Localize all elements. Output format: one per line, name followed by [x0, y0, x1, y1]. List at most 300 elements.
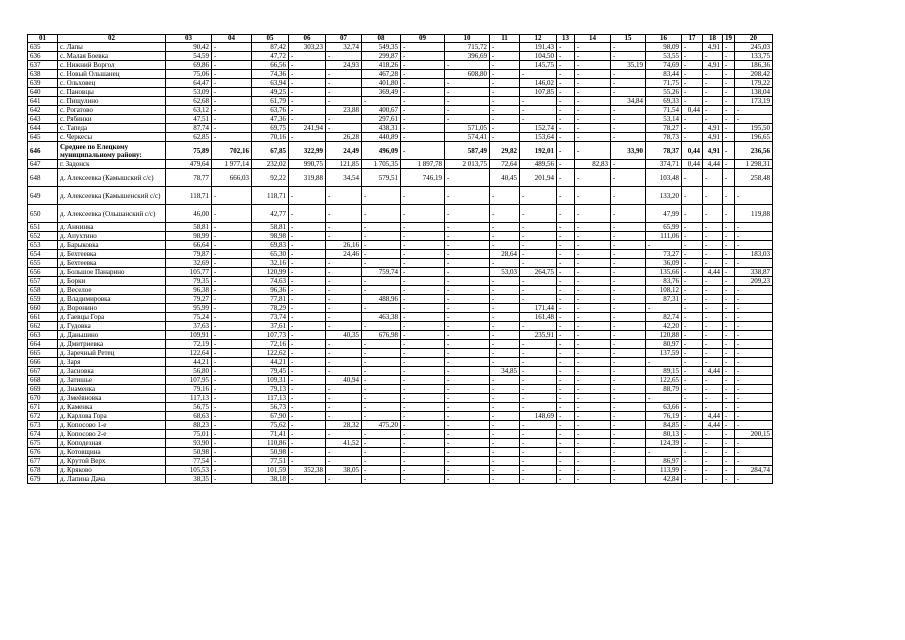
settlement-name-cell: д. Заря [58, 358, 166, 367]
value-cell: - [401, 61, 445, 70]
value-cell: 74,69 [646, 61, 682, 70]
settlement-name-cell: с. Нижний Воргол [58, 61, 166, 70]
value-cell: - [723, 268, 735, 277]
value-cell: - [326, 304, 362, 313]
value-cell: 488,96 [362, 295, 401, 304]
settlement-name-cell: д. Карлова Гора [58, 412, 166, 421]
value-cell: - [289, 394, 326, 403]
value-cell: 42,20 [646, 322, 682, 331]
value-cell: - [723, 313, 735, 322]
value-cell: 571,05 [445, 124, 490, 133]
value-cell: - [445, 322, 490, 331]
value-cell: 1 298,31 [735, 160, 773, 169]
value-cell: - [682, 304, 703, 313]
row-number-cell: 639 [28, 79, 58, 88]
value-cell: - [401, 304, 445, 313]
table-row [28, 340, 773, 349]
value-cell: - [557, 250, 575, 259]
value-cell: 122,64 [166, 349, 212, 358]
value-cell: - [575, 97, 611, 106]
column-header: 17 [682, 35, 703, 43]
value-cell: - [520, 430, 557, 439]
value-cell: 418,26 [362, 61, 401, 70]
value-cell: - [703, 259, 723, 268]
value-cell: - [401, 115, 445, 124]
value-cell: 208,42 [735, 70, 773, 79]
value-cell: 124,39 [646, 439, 682, 448]
value-cell: - [289, 376, 326, 385]
value-cell: - [575, 70, 611, 79]
value-cell: 173,19 [735, 97, 773, 106]
value-cell: - [723, 367, 735, 376]
value-cell: 37,61 [252, 322, 289, 331]
value-cell: - [575, 223, 611, 232]
settlement-name-cell: д. Затишье [58, 376, 166, 385]
settlement-name-cell: д. Борки [58, 277, 166, 286]
value-cell: - [611, 466, 646, 475]
value-cell: - [362, 448, 401, 457]
value-cell: - [445, 61, 490, 70]
value-cell: 69,33 [646, 97, 682, 106]
value-cell: - [735, 223, 773, 232]
settlement-name-cell: д. Барыковка [58, 241, 166, 250]
value-cell: - [490, 52, 520, 61]
value-cell: - [557, 475, 575, 484]
value-cell: - [703, 322, 723, 331]
value-cell: - [723, 205, 735, 223]
value-cell: - [611, 268, 646, 277]
value-cell: - [703, 250, 723, 259]
row-number-cell: 656 [28, 268, 58, 277]
column-header: 18 [703, 35, 723, 43]
value-cell: - [611, 205, 646, 223]
value-cell: 38,35 [166, 475, 212, 484]
value-cell: - [723, 304, 735, 313]
table-row [28, 349, 773, 358]
value-cell: - [557, 394, 575, 403]
value-cell: - [362, 277, 401, 286]
value-cell: - [735, 322, 773, 331]
value-cell: - [520, 223, 557, 232]
row-number-cell: 637 [28, 61, 58, 70]
table-row [28, 367, 773, 376]
row-number-cell: 666 [28, 358, 58, 367]
table-row [28, 223, 773, 232]
value-cell: - [362, 430, 401, 439]
value-cell: - [575, 124, 611, 133]
value-cell: - [557, 124, 575, 133]
value-cell: - [401, 448, 445, 457]
value-cell: 69,83 [252, 241, 289, 250]
value-cell: - [723, 412, 735, 421]
settlement-name-cell: д. Веселое [58, 286, 166, 295]
value-cell: - [289, 223, 326, 232]
value-cell: 463,38 [362, 313, 401, 322]
value-cell: - [401, 52, 445, 61]
value-cell: 88,79 [646, 385, 682, 394]
value-cell: - [723, 421, 735, 430]
value-cell: 23,88 [326, 106, 362, 115]
value-cell: - [682, 286, 703, 295]
value-cell: 137,59 [646, 349, 682, 358]
value-cell: 40,94 [326, 376, 362, 385]
value-cell: - [723, 394, 735, 403]
value-cell: - [723, 331, 735, 340]
value-cell: 161,48 [520, 313, 557, 322]
value-cell: - [445, 295, 490, 304]
value-cell: - [703, 97, 723, 106]
value-cell: 28,32 [326, 421, 362, 430]
value-cell: 715,72 [445, 43, 490, 52]
value-cell: - [326, 115, 362, 124]
value-cell: - [682, 277, 703, 286]
value-cell: - [212, 286, 252, 295]
value-cell: - [445, 466, 490, 475]
column-header: 11 [490, 35, 520, 43]
value-cell: - [557, 43, 575, 52]
value-cell: 32,69 [166, 259, 212, 268]
value-cell: - [575, 340, 611, 349]
value-cell: 47,72 [252, 52, 289, 61]
value-cell: 26,28 [326, 133, 362, 142]
value-cell: - [445, 430, 490, 439]
value-cell: - [735, 295, 773, 304]
value-cell: - [490, 349, 520, 358]
value-cell: - [289, 241, 326, 250]
value-cell: 86,97 [646, 457, 682, 466]
value-cell: 67,90 [252, 412, 289, 421]
value-cell: - [362, 304, 401, 313]
value-cell: - [723, 169, 735, 187]
value-cell: - [682, 61, 703, 70]
value-cell: 352,38 [289, 466, 326, 475]
value-cell: - [611, 394, 646, 403]
value-cell: 133,75 [735, 52, 773, 61]
value-cell: - [326, 97, 362, 106]
value-cell: 4,44 [703, 268, 723, 277]
value-cell: - [611, 475, 646, 484]
settlement-name-cell: д. Копосово 2-е [58, 430, 166, 439]
value-cell: - [723, 250, 735, 259]
value-cell: - [723, 295, 735, 304]
value-cell: - [490, 403, 520, 412]
settlement-name-cell: д. Котовщина [58, 448, 166, 457]
value-cell: - [723, 115, 735, 124]
value-cell: - [682, 385, 703, 394]
value-cell: 475,20 [362, 421, 401, 430]
value-cell: - [575, 457, 611, 466]
value-cell: - [735, 412, 773, 421]
value-cell: 28,64 [490, 250, 520, 259]
value-cell: - [490, 466, 520, 475]
value-cell: - [520, 439, 557, 448]
value-cell: 4,91 [703, 61, 723, 70]
value-cell: 87,74 [166, 124, 212, 133]
value-cell: - [557, 295, 575, 304]
table-row [28, 322, 773, 331]
value-cell: - [490, 232, 520, 241]
value-cell: - [611, 313, 646, 322]
value-cell: - [212, 403, 252, 412]
row-number-cell: 671 [28, 403, 58, 412]
value-cell: - [682, 457, 703, 466]
row-number-cell: 641 [28, 97, 58, 106]
value-cell: - [723, 223, 735, 232]
value-cell: - [611, 259, 646, 268]
value-cell: - [575, 313, 611, 322]
value-cell: - [212, 313, 252, 322]
table-row [28, 124, 773, 133]
value-cell: - [557, 331, 575, 340]
value-cell: - [362, 232, 401, 241]
value-cell: - [445, 358, 490, 367]
settlement-name-cell: д. Владимировка [58, 295, 166, 304]
value-cell: - [723, 187, 735, 205]
settlement-name-cell: д. Кряково [58, 466, 166, 475]
value-cell: - [575, 448, 611, 457]
value-cell: - [520, 115, 557, 124]
value-cell: 179,22 [735, 79, 773, 88]
value-cell: - [703, 241, 723, 250]
value-cell: 63,12 [166, 106, 212, 115]
value-cell: - [445, 223, 490, 232]
column-header: 06 [289, 35, 326, 43]
value-cell: - [212, 187, 252, 205]
value-cell: - [682, 79, 703, 88]
value-cell: 109,31 [252, 376, 289, 385]
settlement-name-cell: д. Гаевцы Гора [58, 313, 166, 322]
value-cell: - [401, 232, 445, 241]
value-cell: - [735, 286, 773, 295]
value-cell: 489,56 [520, 160, 557, 169]
value-cell: 196,65 [735, 133, 773, 142]
value-cell: - [445, 403, 490, 412]
value-cell: - [723, 340, 735, 349]
value-cell: - [723, 457, 735, 466]
value-cell: 0,44 [682, 106, 703, 115]
value-cell: - [703, 304, 723, 313]
summary-row [28, 142, 773, 160]
value-cell: - [575, 115, 611, 124]
value-cell: 579,51 [362, 169, 401, 187]
value-cell: - [520, 322, 557, 331]
value-cell: - [557, 205, 575, 223]
settlement-name-cell: с. Лапы [58, 43, 166, 52]
value-cell: - [212, 97, 252, 106]
settlement-name-cell: д. Дмитриевка [58, 340, 166, 349]
value-cell: 146,02 [520, 79, 557, 88]
value-cell: - [401, 133, 445, 142]
value-cell: 53,03 [490, 268, 520, 277]
value-cell: - [490, 70, 520, 79]
value-cell: 46,00 [166, 205, 212, 223]
value-cell: - [723, 133, 735, 142]
settlement-name-cell: д. Аннинка [58, 223, 166, 232]
value-cell: - [575, 376, 611, 385]
table-row [28, 277, 773, 286]
value-cell: - [703, 349, 723, 358]
value-cell: - [682, 52, 703, 61]
value-cell: - [520, 358, 557, 367]
value-cell: 87,42 [252, 43, 289, 52]
value-cell: - [289, 286, 326, 295]
row-number-cell: 665 [28, 349, 58, 358]
value-cell: 69,75 [252, 124, 289, 133]
value-cell: - [520, 250, 557, 259]
value-cell: - [445, 286, 490, 295]
value-cell: 120,88 [646, 331, 682, 340]
value-cell: - [445, 304, 490, 313]
value-cell: - [212, 466, 252, 475]
value-cell: - [703, 430, 723, 439]
value-cell: - [326, 205, 362, 223]
value-cell: - [611, 331, 646, 340]
table-row [28, 475, 773, 484]
header-row [28, 35, 773, 43]
value-cell: 69,86 [166, 61, 212, 70]
value-cell: - [401, 205, 445, 223]
value-cell: - [682, 223, 703, 232]
table-row [28, 205, 773, 223]
value-cell: - [611, 367, 646, 376]
value-cell: 63,94 [252, 79, 289, 88]
value-cell: - [401, 466, 445, 475]
table-row [28, 268, 773, 277]
value-cell: - [520, 241, 557, 250]
value-cell: 24,93 [326, 61, 362, 70]
value-cell: 201,94 [520, 169, 557, 187]
value-cell: 148,69 [520, 412, 557, 421]
value-cell: - [289, 313, 326, 322]
value-cell: - [212, 61, 252, 70]
table-row [28, 241, 773, 250]
value-cell: - [362, 439, 401, 448]
value-cell: - [557, 160, 575, 169]
value-cell: - [557, 412, 575, 421]
value-cell: - [611, 448, 646, 457]
row-number-cell: 672 [28, 412, 58, 421]
table-row [28, 448, 773, 457]
value-cell: - [401, 241, 445, 250]
value-cell: 72,64 [490, 160, 520, 169]
value-cell: 65,30 [252, 250, 289, 259]
value-cell: - [289, 403, 326, 412]
value-cell: 88,23 [166, 421, 212, 430]
value-cell: 50,98 [252, 448, 289, 457]
value-cell: 396,69 [445, 52, 490, 61]
value-cell: - [289, 430, 326, 439]
value-cell: 110,86 [252, 439, 289, 448]
value-cell: - [723, 97, 735, 106]
value-cell: 4,44 [703, 160, 723, 169]
value-cell: - [326, 367, 362, 376]
row-number-cell: 643 [28, 115, 58, 124]
value-cell: - [490, 421, 520, 430]
value-cell: - [611, 106, 646, 115]
value-cell: - [723, 241, 735, 250]
value-cell: - [212, 295, 252, 304]
value-cell: - [326, 430, 362, 439]
value-cell: - [401, 385, 445, 394]
value-cell: - [682, 70, 703, 79]
value-cell: - [735, 241, 773, 250]
value-cell: - [703, 286, 723, 295]
value-cell: - [575, 133, 611, 142]
value-cell: - [723, 106, 735, 115]
value-cell: - [520, 340, 557, 349]
row-number-cell: 650 [28, 205, 58, 223]
value-cell: 68,63 [166, 412, 212, 421]
value-cell: - [723, 124, 735, 133]
value-cell: 1 897,78 [401, 160, 445, 169]
value-cell: 236,56 [735, 142, 773, 160]
value-cell: 78,27 [646, 124, 682, 133]
value-cell: - [520, 232, 557, 241]
value-cell: 1 977,14 [212, 160, 252, 169]
row-number-cell: 648 [28, 169, 58, 187]
value-cell: - [490, 61, 520, 70]
value-cell: 38,18 [252, 475, 289, 484]
value-cell: - [401, 250, 445, 259]
value-cell: - [735, 367, 773, 376]
value-cell: 29,82 [490, 142, 520, 160]
value-cell: - [723, 466, 735, 475]
value-cell: - [401, 268, 445, 277]
value-cell: - [362, 466, 401, 475]
value-cell: - [575, 43, 611, 52]
value-cell: - [682, 475, 703, 484]
value-cell: - [289, 331, 326, 340]
value-cell: - [646, 304, 682, 313]
value-cell: - [520, 277, 557, 286]
value-cell: 71,75 [646, 79, 682, 88]
value-cell: - [289, 88, 326, 97]
value-cell: - [445, 115, 490, 124]
value-cell: - [490, 43, 520, 52]
value-cell: - [362, 205, 401, 223]
value-cell: 322,99 [289, 142, 326, 160]
value-cell: 70,16 [252, 133, 289, 142]
value-cell: 80,97 [646, 340, 682, 349]
value-cell: - [703, 52, 723, 61]
value-cell: - [557, 106, 575, 115]
value-cell: - [703, 277, 723, 286]
value-cell: - [520, 403, 557, 412]
value-cell: 4,44 [703, 367, 723, 376]
value-cell: - [326, 403, 362, 412]
value-cell: - [445, 340, 490, 349]
value-cell: - [611, 241, 646, 250]
row-number-cell: 678 [28, 466, 58, 475]
value-cell: - [490, 322, 520, 331]
value-cell: 44,21 [252, 358, 289, 367]
value-cell: - [326, 124, 362, 133]
value-cell: - [401, 412, 445, 421]
value-cell: - [401, 322, 445, 331]
settlement-name-cell: с. Новый Ольшанец [58, 70, 166, 79]
value-cell: - [490, 439, 520, 448]
value-cell: - [212, 412, 252, 421]
value-cell: 438,31 [362, 124, 401, 133]
table-row [28, 358, 773, 367]
value-cell: 101,59 [252, 466, 289, 475]
value-cell: 90,42 [166, 43, 212, 52]
value-cell: - [646, 394, 682, 403]
value-cell: - [723, 61, 735, 70]
table-body [28, 43, 773, 484]
column-header: 07 [326, 35, 362, 43]
value-cell: 107,73 [252, 331, 289, 340]
